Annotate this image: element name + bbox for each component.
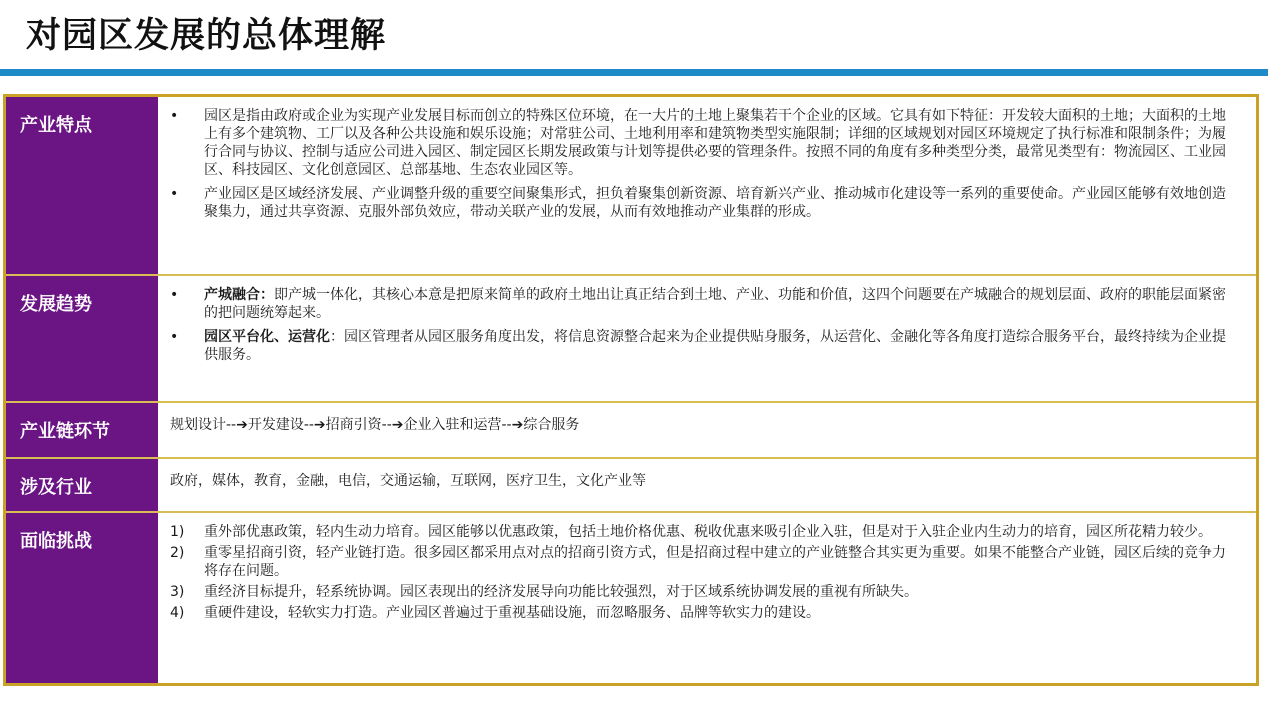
numbered-item [170,604,1238,622]
row-industry-chain [6,401,1256,457]
bullet-item [170,107,1238,179]
bullet-dot-icon: • [170,287,179,303]
item-text: 重零星招商引资，轻产业链打造。很多园区都采用点对点的招商引资方式，但是招商过程中建立的产业链整合其实更为重要。如果不能整合产业链，园区后续的竞争力将存在问题。 [204,545,1226,579]
item-number: 2) [170,545,185,561]
item-number: 3) [170,584,185,600]
row-content: 政府，媒体，教育，金融，电信，交通运输，互联网，医疗卫生，文化产业等 [170,473,646,489]
item-text: 重硬件建设，轻软实力打造。产业园区普遍过于重视基础设施，而忽略服务、品牌等软实力的建设。 [204,605,820,621]
bullet-text: 园区是指由政府或企业为实现产业发展目标而创立的特殊区位环境，在一大片的土地上聚集若干个企业的区域。它具有如下特征：开发较大面积的土地；大面积的土地上有多个建筑物、工厂以及各种公共设施和娱乐设施；对常驻公司、土地利用率和建筑物类型实施限制；详细的区域规划对园区环境规定了执行标准和限制条件；为履行合同与协议、控制与适应公司进入园区、制定园区长期发展政策与计划等提供必要的管理条件。按照不同的角度有多种类型分类，最常见类型有：物流园区、工业园区、科技园区、文化创意园区、总部基地、生态农业园区等。 [204,108,1226,178]
row-content [158,97,1256,274]
row-content [158,513,1256,683]
title-underline-bar [0,69,1268,76]
row-challenges [6,511,1256,683]
page-title: 对园区发展的总体理解 [26,16,387,56]
item-number: 4) [170,605,185,621]
overview-table [3,94,1259,686]
numbered-item [170,583,1238,601]
numbered-item [170,544,1238,580]
row-label: 涉及行业 [6,459,158,511]
row-label: 面临挑战 [6,513,158,683]
item-text: 重经济目标提升，轻系统协调。园区表现出的经济发展导向功能比较强烈，对于区域系统协调发展的重视有所缺失。 [204,584,918,600]
row-label: 产业链环节 [6,403,158,457]
bullet-text: ：园区管理者从园区服务角度出发，将信息资源整合起来为企业提供贴身服务，从运营化、金融化等各角度打造综合服务平台，最终持续为企业提供服务。 [204,329,1226,363]
row-label: 发展趋势 [6,276,158,401]
bullet-item [170,185,1238,221]
bullet-lead: 园区平台化、运营化 [204,329,330,345]
row-content: 规划设计--➔开发建设--➔招商引资--➔企业入驻和运营--➔综合服务 [170,417,580,433]
bullet-lead: 产城融合： [204,287,274,303]
item-number: 1) [170,524,185,540]
bullet-item [170,286,1238,322]
bullet-text: 即产城一体化，其核心本意是把原来简单的政府土地出让真正结合到土地、产业、功能和价值，这四个问题要在产城融合的规划层面、政府的职能层面紧密的把问题统筹起来。 [204,287,1226,321]
row-involved-industries [6,457,1256,511]
bullet-item [170,328,1238,364]
numbered-item [170,523,1238,541]
bullet-text: 产业园区是区域经济发展、产业调整升级的重要空间聚集形式，担负着聚集创新资源、培育新兴产业、推动城市化建设等一系列的重要使命。产业园区能够有效地创造聚集力，通过共享资源、克服外部负效应，带动关联产业的发展，从而有效地推动产业集群的形成。 [204,186,1226,220]
bullet-dot-icon: • [170,108,179,124]
row-content [158,276,1256,401]
item-text: 重外部优惠政策，轻内生动力培育。园区能够以优惠政策，包括土地价格优惠、税收优惠来吸引企业入驻，但是对于入驻企业内生动力的培育，园区所花精力较少。 [204,524,1212,540]
row-development-trends [6,274,1256,401]
row-industry-features [6,97,1256,274]
bullet-dot-icon: • [170,329,179,345]
bullet-dot-icon: • [170,186,179,202]
row-label: 产业特点 [6,97,158,274]
